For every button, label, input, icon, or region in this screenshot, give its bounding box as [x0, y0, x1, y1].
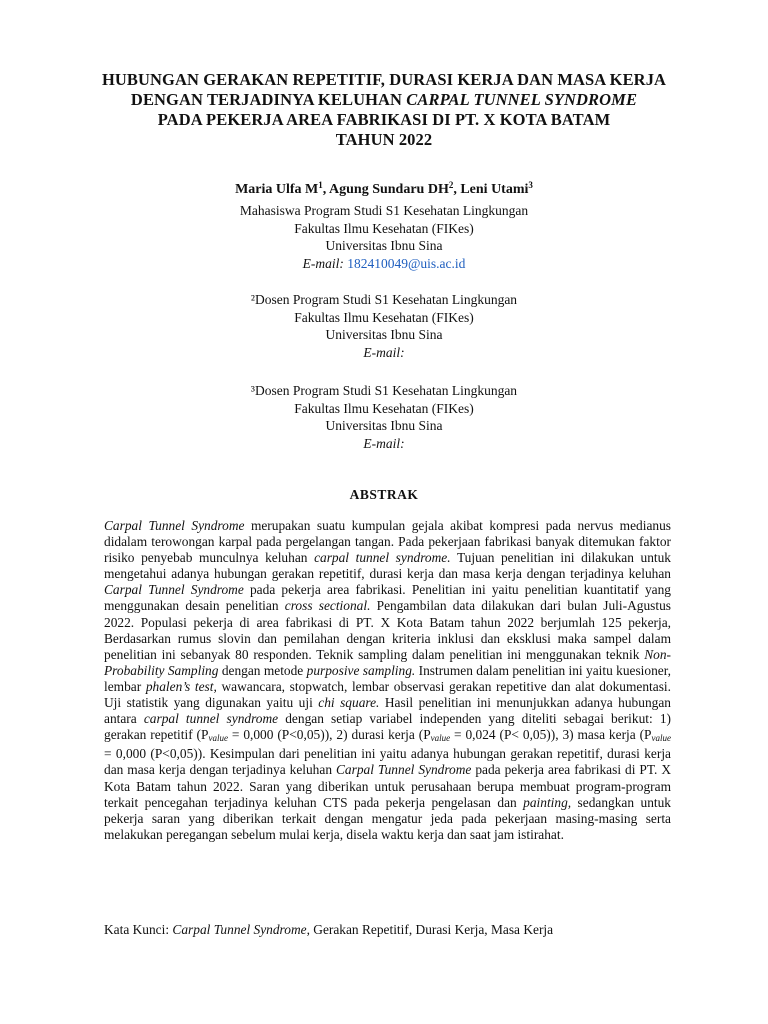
- author-names: [100, 181, 668, 199]
- p-value-subscript: value: [651, 733, 671, 744]
- affiliation-3-line-2: Fakultas Ilmu Kesehatan (FIKes): [294, 400, 474, 416]
- abstract-text: Hasil penelitian ini menunjukkan adanya hubungan antara: [104, 695, 671, 727]
- title-line-2-text: DENGAN TERJADINYA KELUHAN: [130, 90, 407, 109]
- affiliation-1-line-3: Universitas Ibnu Sina: [325, 238, 443, 253]
- affiliation-1: [100, 202, 668, 272]
- abstract-text: = 0,000 (P<0,05)), 2) durasi kerja (P: [227, 727, 431, 743]
- abstract-italic: Carpal Tunnel Syndrome: [104, 518, 245, 533]
- abstract-italic: Non-Probability Sampling: [104, 646, 671, 678]
- abstract-text: = 0,024 (P< 0,05)), 3) masa kerja (P: [450, 727, 652, 743]
- title-line-2: [60, 90, 708, 110]
- email-link[interactable]: 182410049@uis.ac.id: [347, 255, 466, 271]
- author-3-sup: 3: [528, 180, 533, 190]
- abstract-text: Tujuan penelitian ini dilakukan untuk mengetahui adanya hubungan gerakan repetitif, durasi kerja dan masa kerja dengan terjadinya keluhan: [104, 550, 671, 582]
- author-3: , Leni Utami: [453, 182, 529, 197]
- abstract-text: Pengambilan data dilakukan dari bulan Juli-Agustus 2022. Populasi pekerja di area fabrikasi di PT. X Kota Batam tahun 2022 berjumlah 125 pekerja, Berdasarkan rumus slovin dan pemilahan dengan kriteria inklusi dan eksklusi maka sampel dalam penelitian ini sebanyak 80 responden. Teknik sampling dalam penelitian ini menggunakan teknik: [104, 598, 671, 662]
- abstract-text: pada pekerja area fabrikasi di PT. X Kota Batam tahun 2022. Saran yang diberikan untuk perusahaan berupa membuat program-program terkait pencegahan terjadinya keluhan CTS pada pekerja pengelasan dan: [104, 762, 671, 810]
- abstract-italic: carpal tunnel syndrome: [143, 711, 279, 727]
- affiliation-3-line-3: Universitas Ibnu Sina: [325, 418, 443, 433]
- abstract-italic: purposive sampling.: [306, 662, 416, 678]
- abstract-text: dengan metode: [218, 662, 307, 678]
- abstract-text: = 0,000 (P<0,05)). Kesimpulan dari penelitian ini yaitu adanya hubungan gerakan repetitif, durasi kerja dan masa kerja dengan terjadinya keluhan: [104, 746, 671, 778]
- abstract-text: pada pekerja area fabrikasi. Penelitian ini yaitu penelitian kuantitatif yang menggunakan desain penelitian: [104, 582, 672, 614]
- paper-title: [60, 70, 708, 150]
- affiliation-3: [100, 382, 668, 452]
- abstract-italic: carpal tunnel syndrome.: [314, 550, 451, 566]
- abstract-text: Instrumen dalam penelitian ini yaitu kuesioner, lembar: [104, 662, 672, 694]
- keyword-italic: Carpal Tunnel Syndrome: [172, 922, 307, 937]
- abstract-italic: painting,: [523, 794, 572, 810]
- affiliation-1-line-1: Mahasiswa Program Studi S1 Kesehatan Lingkungan: [239, 203, 529, 218]
- email-label: E-mail:: [363, 344, 405, 360]
- affiliation-2-line-2: Fakultas Ilmu Kesehatan (FIKes): [294, 309, 474, 325]
- affiliation-2-line-1: ²Dosen Program Studi S1 Kesehatan Lingkungan: [250, 292, 518, 307]
- email-label: E-mail:: [363, 435, 405, 451]
- author-1-sup: 1: [318, 180, 323, 190]
- abstract-text: merupakan suatu kumpulan gejala akibat kompresi pada nervus medianus didalam terowongan karpal pada pergelangan tangan. Pada pekerjaan fabrikasi banyak ditemukan faktor risiko penyebab munculnya keluhan: [104, 518, 671, 566]
- abstract-italic: chi square.: [318, 695, 380, 711]
- author-2-sup: 2: [448, 180, 454, 190]
- affiliation-2-line-3: Universitas Ibnu Sina: [325, 327, 443, 342]
- keywords: [104, 921, 671, 938]
- affiliation-1-line-2: Fakultas Ilmu Kesehatan (FIKes): [294, 220, 474, 236]
- author-list: [100, 181, 668, 199]
- author-2: , Agung Sundaru DH: [322, 182, 449, 197]
- abstract-text: sedangkan untuk pekerja saran yang diberikan terkait dengan mengatur jeda pada pekerjaan masing-masing serta melakukan peregangan sebelum mulai kerja, disela waktu kerja dan saat jam istirahat.: [104, 794, 671, 842]
- abstract-italic: cross sectional.: [284, 598, 371, 614]
- affiliation-1-email-row: [100, 255, 668, 273]
- p-value-subscript: value: [430, 733, 451, 744]
- abstract-italic: Carpal Tunnel Syndrome: [104, 582, 244, 598]
- title-line-3: PADA PEKERJA AREA FABRIKASI DI PT. X KOTA BATAM: [157, 110, 611, 129]
- affiliation-2: [100, 291, 668, 361]
- abstract-heading: ABSTRAK: [349, 487, 419, 502]
- affiliation-3-line-1: ³Dosen Program Studi S1 Kesehatan Lingkungan: [250, 383, 518, 398]
- affiliation-3-email-row: [100, 435, 668, 453]
- abstract-italic: phalen’s test,: [145, 678, 217, 694]
- abstract-text: dengan setiap variabel independen yang diteliti sebagai berikut: 1) gerakan repetitif (P: [104, 711, 671, 743]
- email-label: E-mail:: [302, 255, 344, 271]
- title-line-1: HUBUNGAN GERAKAN REPETITIF, DURASI KERJA DAN MASA KERJA: [101, 70, 667, 89]
- affiliation-2-email-row: [100, 344, 668, 362]
- title-line-4: TAHUN 2022: [335, 130, 433, 149]
- abstract-body: [104, 518, 671, 843]
- p-value-subscript: value: [208, 733, 228, 744]
- author-1: Maria Ulfa M: [235, 182, 319, 197]
- abstract-text: wawancara, stopwatch, lembar observasi gerakan repetitive dan alat dokumentasi. Uji statistik yang digunakan yaitu uji: [104, 678, 671, 711]
- title-line-2-italic: CARPAL TUNNEL SYNDROME: [406, 90, 638, 109]
- keywords-rest: , Gerakan Repetitif, Durasi Kerja, Masa Kerja: [306, 922, 554, 937]
- abstract-italic: Carpal Tunnel Syndrome: [335, 762, 472, 778]
- keywords-label: Kata Kunci:: [104, 922, 173, 937]
